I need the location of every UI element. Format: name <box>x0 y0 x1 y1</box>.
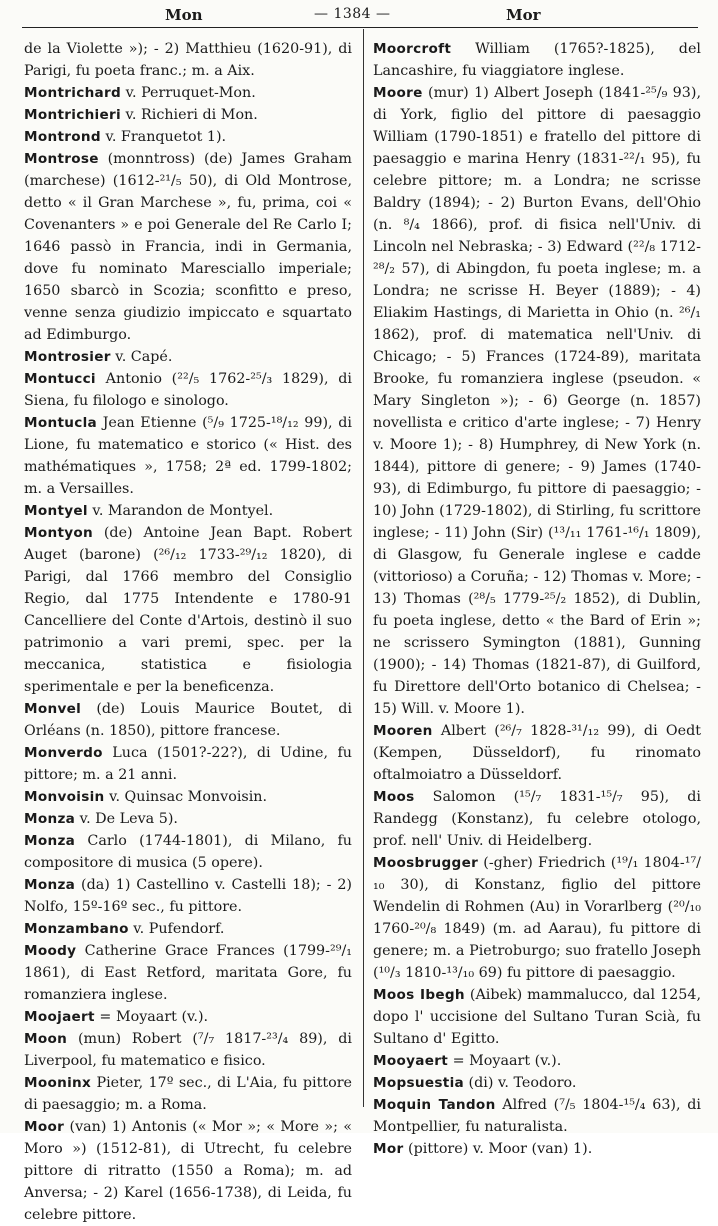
left-column <box>24 38 352 1226</box>
dictionary-entry <box>24 82 352 104</box>
entry-headword: Monzambano <box>24 921 129 937</box>
entry-headword: Monza <box>24 833 76 849</box>
entry-headword: Moquin Tandon <box>373 1097 496 1113</box>
entry-headword: Montrosier <box>24 349 111 365</box>
dictionary-entry <box>24 1028 352 1072</box>
dictionary-entry <box>24 940 352 1006</box>
dictionary-entry <box>24 104 352 126</box>
entry-text: de la Violette »); - 2) Matthieu (1620-91), di Parigi, fu poeta franc.; m. a Aix. <box>24 41 352 79</box>
entry-text: v. Richieri di Mon. <box>120 107 258 123</box>
entry-headword: Mooren <box>373 723 433 739</box>
entry-headword: Moos Ibegh <box>373 987 465 1003</box>
dictionary-entry <box>24 830 352 874</box>
entry-headword: Montrichieri <box>24 107 121 123</box>
entry-headword: Montucci <box>24 371 96 387</box>
dictionary-entry <box>373 82 701 720</box>
entry-text: (Aibek) mammalucco, dal 1254, dopo l' uccisione del Sultano Turan Scià, fu Sultano d' Egitto. <box>373 987 701 1047</box>
entry-headword: Moorcroft <box>373 41 452 57</box>
entry-headword: Monvoisin <box>24 789 105 805</box>
entry-text: (da) 1) Castellino v. Castelli 18); - 2) Nolfo, 15º-16º sec., fu pittore. <box>24 877 352 915</box>
dictionary-entry <box>24 346 352 368</box>
dictionary-entry <box>24 522 352 698</box>
entry-text: v. Franquetot 1). <box>100 129 227 145</box>
entry-text: (pittore) v. Moor (van) 1). <box>403 1141 593 1157</box>
entry-text: Albert (²⁶/₇ 1828-³¹/₁₂ 99), di Oedt (Kempen, Düsseldorf), fu rinomato oftalmoiatro a Düsseldorf. <box>373 723 701 783</box>
entry-text: Antonio (²²/₅ 1762-²⁵/₃ 1829), di Siena, fu filologo e sinologo. <box>24 371 352 409</box>
dictionary-entry <box>24 808 352 830</box>
entry-text: = Moyaart (v.). <box>94 1009 209 1025</box>
entry-text: Catherine Grace Frances (1799-²⁹/₁ 1861), di East Retford, maritata Gore, fu romanziera inglese. <box>24 943 352 1003</box>
dictionary-entry <box>24 148 352 346</box>
dictionary-entry <box>24 368 352 412</box>
entry-headword: Monza <box>24 877 76 893</box>
entry-headword: Moon <box>24 1031 68 1047</box>
dictionary-entry <box>373 1094 701 1138</box>
dictionary-entry <box>373 786 701 852</box>
dictionary-entry <box>373 1050 701 1072</box>
page-number: — 1384 — <box>314 6 391 22</box>
entry-text: (di) v. Teodoro. <box>464 1075 577 1091</box>
entry-text: (de) Antoine Jean Bapt. Robert Auget (barone) (²⁶/₁₂ 1733-²⁹/₁₂ 1820), di Parigi, dal 1766 membro del Consiglio Regio, dal 1775 Intendente e 1780-91 Cancelliere del Conte d'Artois, destinò il suo patrimonio a vari premi, spec. per la meccanica, statistica e fisiologia sperimentale e per la beneficenza. <box>24 525 352 695</box>
entry-headword: Montucla <box>24 415 98 431</box>
running-header <box>0 2 718 26</box>
entry-headword: Moosbrugger <box>373 855 479 871</box>
entry-text: (van) 1) Antonis (« Mor »; « More »; « Moro ») (1512-81), di Utrecht, fu celebre pittore di ritratto (1550 a Roma); m. ad Anversa; - 2) Karel (1656-1738), di Leida, fu celebre pittore. <box>24 1119 352 1223</box>
entry-headword: Montrichard <box>24 85 122 101</box>
dictionary-entry <box>373 720 701 786</box>
entry-text: (de) Louis Maurice Boutet, di Orléans (n. 1850), pittore francese. <box>24 701 352 739</box>
dictionary-entry <box>24 918 352 940</box>
column-divider <box>363 29 364 1107</box>
entry-headword: Monverdo <box>24 745 103 761</box>
entry-headword: Montrose <box>24 151 99 167</box>
entry-text: (-gher) Friedrich (¹⁹/₁ 1804-¹⁷/₁₀ 30), di Konstanz, figlio del pittore Wendelin di Rohmen (Au) in Vorarlberg (²⁰/₁₀ 1760-²⁰/₈ 1849) (m. ad Aarau), fu pittore di genere; m. a Pietroburgo; suo fratello Joseph (¹⁰/₃ 1810-¹³/₁₀ 69) fu pittore di paesaggio. <box>373 855 701 981</box>
entry-text: = Moyaart (v.). <box>448 1053 562 1069</box>
entry-text: Salomon (¹⁵/₇ 1831-¹⁵/₇ 95), di Randegg (Konstanz), fu celebre otologo, prof. nell' Univ. di Heidelberg. <box>373 789 701 849</box>
dictionary-entry <box>24 1072 352 1116</box>
dictionary-entry <box>373 38 701 82</box>
dictionary-entry <box>24 126 352 148</box>
dictionary-entry <box>24 874 352 918</box>
dictionary-entry <box>373 984 701 1050</box>
entry-headword: Moody <box>24 943 77 959</box>
entry-text: v. Quinsac Monvoisin. <box>104 789 268 805</box>
entry-headword: Moor <box>24 1119 65 1135</box>
entry-headword: Mooyaert <box>373 1053 449 1069</box>
dictionary-entry <box>24 742 352 786</box>
entry-headword: Mooninx <box>24 1075 92 1091</box>
entry-text: Pieter, 17º sec., di L'Aia, fu pittore di paesaggio; m. a Roma. <box>24 1075 352 1113</box>
dictionary-entry <box>24 500 352 522</box>
entry-headword: Mor <box>373 1141 404 1157</box>
entry-text: Alfred (⁷/₅ 1804-¹⁵/₄ 63), di Montpellier, fu naturalista. <box>373 1097 701 1135</box>
dictionary-entry <box>24 698 352 742</box>
dictionary-entry <box>24 412 352 500</box>
entry-headword: Moore <box>373 85 423 101</box>
entry-headword: Mopsuestia <box>373 1075 465 1091</box>
entry-headword: Montyel <box>24 503 88 519</box>
dictionary-entry <box>24 786 352 808</box>
entry-text: Carlo (1744-1801), di Milano, fu compositore di musica (5 opere). <box>24 833 352 871</box>
dictionary-entry <box>373 852 701 984</box>
right-column <box>373 38 701 1160</box>
dictionary-entry <box>373 1138 701 1160</box>
header-left-guide-word: Mon <box>165 6 203 24</box>
entry-text: v. Capé. <box>110 349 173 365</box>
entry-text: v. De Leva 5). <box>75 811 178 827</box>
dictionary-entry <box>24 1006 352 1028</box>
entry-text: (monntross) (de) James Graham (marchese) (1612-²¹/₅ 50), di Old Montrose, detto « il Gran Marchese », fu, prima, coi « Covenanters » e poi Generale del Re Carlo I; 1646 passò in Francia, indi in Germania, dove fu nominato Maresciallo imperiale; 1650 sbarcò in Scozia; sconfitto e preso, venne senza giudizio impiccato e squartato ad Edimburgo. <box>24 151 352 343</box>
entry-headword: Moojaert <box>24 1009 95 1025</box>
entry-headword: Monza <box>24 811 76 827</box>
entry-headword: Monvel <box>24 701 82 717</box>
entry-headword: Moos <box>373 789 415 805</box>
entry-text: William (1765?-1825), del Lancashire, fu viaggiatore inglese. <box>373 41 701 79</box>
entry-text: (mun) Robert (⁷/₇ 1817-²³/₄ 89), di Liverpool, fu matematico e fisico. <box>24 1031 352 1069</box>
entry-text: Luca (1501?-22?), di Udine, fu pittore; m. a 21 anni. <box>24 745 352 783</box>
header-right-guide-word: Mor <box>506 6 541 24</box>
dictionary-entry <box>373 1072 701 1094</box>
entry-text: v. Pufendorf. <box>128 921 225 937</box>
entry-headword: Montrond <box>24 129 101 145</box>
entry-text: v. Marandon de Montyel. <box>87 503 274 519</box>
dictionary-entry <box>24 38 352 82</box>
entry-headword: Montyon <box>24 525 94 541</box>
entry-text: v. Perruquet-Mon. <box>121 85 256 101</box>
entry-text: Jean Etienne (⁵/₉ 1725-¹⁸/₁₂ 99), di Lione, fu matematico e storico (« Hist. des mathématiques », 1758; 2ª ed. 1799-1802; m. a Versailles. <box>24 415 352 497</box>
entry-text: (mur) 1) Albert Joseph (1841-²⁵/₉ 93), di York, figlio del pittore di paesaggio William (1790-1851) e fratello del pittore di paesaggio e marina Henry (1831-²²/₁ 95), fu celebre pittore; m. a Londra; ne scrisse Baldry (1894); - 2) Burton Evans, dell'Ohio (n. ⁸/₄ 1866), prof. di fisica nell'Univ. di Lincoln nel Nebraska; - 3) Edward (²²/₈ 1712-²⁸/₂ 57), di Abingdon, fu poeta inglese; m. a Londra; ne scrisse H. Beyer (1889); - 4) Eliakim Hastings, di Marietta in Ohio (n. ²⁶/₁ 1862), prof. di matematica nell'Univ. di Chicago; - 5) Frances (1724-89), maritata Brooke, fu romanziera inglese (pseudon. « Mary Singleton »); - 6) George (n. 1857) novellista e critico d'arte inglese; - 7) Henry v. Moore 1); - 8) Humphrey, di New York (n. 1844), pittore di genere; - 9) James (1740-93), di Edimburgo, fu pittore di paesaggio; - 10) John (1729-1802), di Stirling, fu scrittore inglese; - 11) John (Sir) (¹³/₁₁ 1761-¹⁶/₁ 1809), di Glasgow, fu Generale inglese e cadde (vittorioso) a Coruña; - 12) Thomas v. More; - 13) Thomas (²⁸/₅ 1779-²⁵/₂ 1852), di Dublin, fu poeta inglese, detto « the Bard of Erin »; ne scrissero Symington (1881), Gunning (1900); - 14) Thomas (1821-87), di Guilford, fu Direttore dell'Orto botanico di Chelsea; - 15) Will. v. Moore 1). <box>373 85 701 717</box>
header-rule <box>22 27 698 28</box>
